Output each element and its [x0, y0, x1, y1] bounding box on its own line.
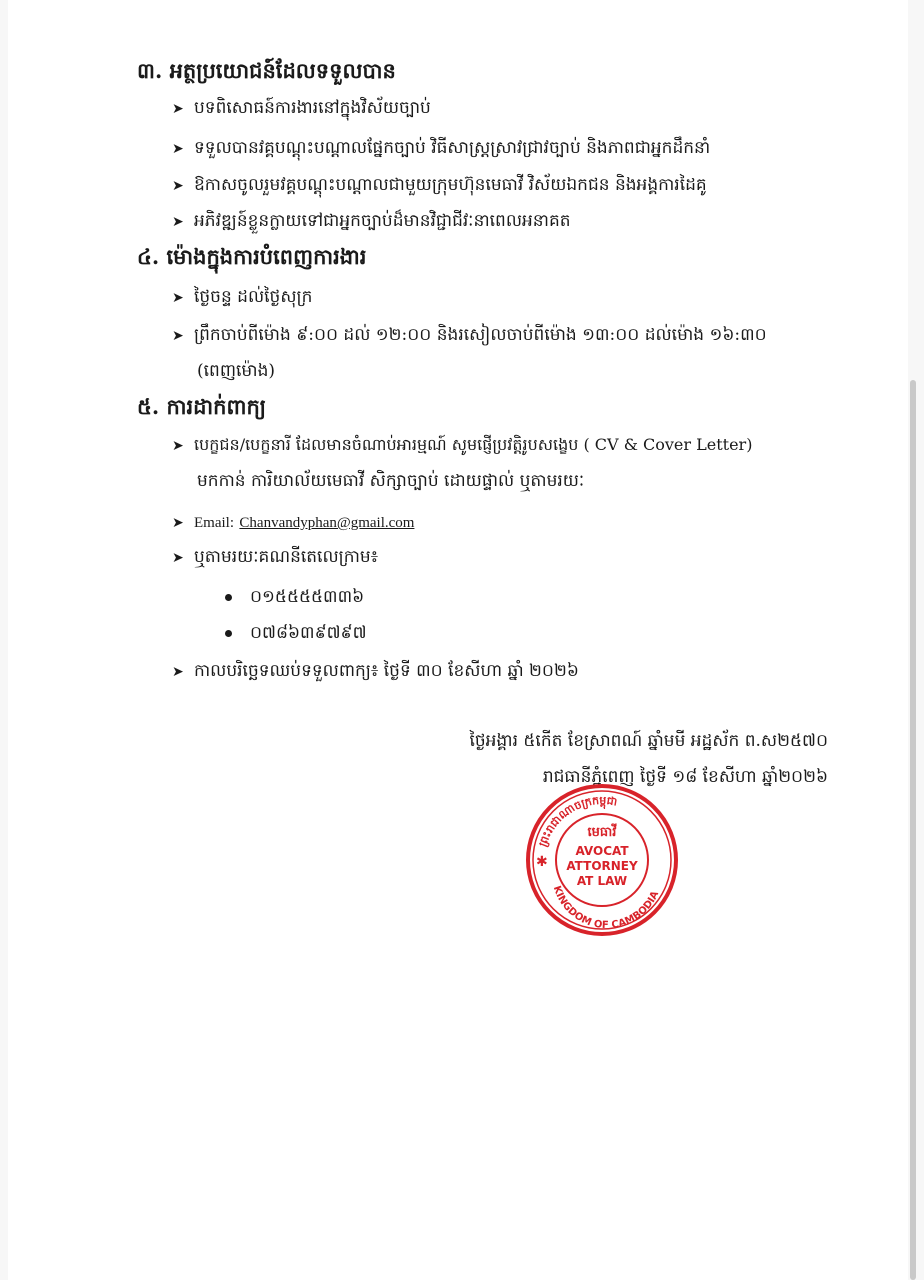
seal-line-3: AT LAW — [576, 874, 628, 888]
phone-number: ០៧៨៦៣៩៧៩៧ — [250, 623, 367, 643]
arrow-bullet-icon: ➤ — [172, 141, 184, 157]
section-4-heading: ៤. ម៉ោងក្នុងការបំពេញការងារ — [137, 244, 367, 269]
list-item: ➤ ថ្ងៃចន្ទ ដល់ថ្ងៃសុក្រ — [172, 282, 312, 313]
city-date: រាជធានីភ្នំពេញ ថ្ងៃទី ១៨ ខែសីហា ឆ្នាំ២០២៦ — [542, 767, 828, 787]
phone-number: ០១៥៥៥៥៣៣៦ — [250, 587, 365, 607]
list-item: ➤ បទពិសោធន៍ការងារនៅក្នុងវិស័យច្បាប់ — [172, 93, 431, 124]
arrow-bullet-icon: ➤ — [172, 515, 184, 531]
bullet-dot — [225, 630, 232, 637]
section-5-heading: ៥. ការដាក់ពាក្យ — [137, 394, 267, 419]
list-item: ➤ ទទួលបានវគ្គបណ្តុះបណ្តាលផ្នែកច្បាប់ វិធីសាស្ត្រស្រាវជ្រាវច្បាប់ និងភាពជាអ្នកដឹកនាំ — [172, 133, 710, 164]
arrow-bullet-icon: ➤ — [172, 438, 184, 454]
bullet-dot — [225, 594, 232, 601]
scrollbar[interactable] — [910, 380, 916, 1280]
seal-line-1: AVOCAT — [575, 844, 629, 858]
lunar-date: ថ្ងៃអង្គារ ៥កើត ខែស្រាពណ៍ ឆ្នាំមមី អដ្ឋស័ក ព.ស២៥៧០ — [469, 731, 828, 751]
arrow-bullet-icon: ➤ — [172, 290, 184, 306]
list-item: ➤ អភិវឌ្ឍន៍ខ្លួនក្លាយទៅជាអ្នកច្បាប់ដ៏មានវិជ្ជាជីវៈនាពេលអនាគត — [172, 206, 571, 237]
list-item: ➤ បេក្ខជន/បេក្ខនារី ដែលមានចំណាប់អារម្មណ៍ សូមផ្ញើប្រវត្តិរូបសង្ខេប ( CV & Cover Letter) — [172, 430, 752, 461]
arrow-bullet-icon: ➤ — [172, 664, 184, 680]
arrow-bullet-icon: ➤ — [172, 328, 184, 344]
seal-bottom-text: KINGDOM OF CAMBODIA — [550, 884, 662, 932]
arrow-bullet-icon: ➤ — [172, 178, 184, 194]
phone-item — [225, 622, 367, 647]
arrow-bullet-icon: ➤ — [172, 550, 184, 566]
list-item: ➤ ឬតាមរយៈគណនីតេលេក្រាម៖ — [172, 542, 378, 573]
email-item — [172, 507, 414, 538]
list-item-continued: មកកាន់ ការិយាល័យមេធាវី សិក្សាច្បាប់ ដោយផ្ទាល់ ឬតាមរយៈ — [197, 471, 585, 491]
list-item: ➤ ឱកាសចូលរួមវគ្គបណ្តុះបណ្តាលជាមួយក្រុមហ៊ុនមេធាវី វិស័យឯកជន និងអង្គការដៃគូ — [172, 170, 707, 201]
seal-line-2: ATTORNEY — [566, 859, 638, 873]
arrow-bullet-icon: ➤ — [172, 101, 184, 117]
section-3-heading: ៣. អត្ថប្រយោជន៍ដែលទទួលបាន — [137, 58, 396, 83]
list-item: ➤ ព្រឹកចាប់ពីម៉ោង ៩:០០ ដល់ ១២:០០ និងរសៀលចាប់ពីម៉ោង ១៣:០០ ដល់ម៉ោង ១៦:៣០ — [172, 320, 767, 351]
official-seal-stamp — [522, 780, 682, 940]
list-item: ➤ កាលបរិច្ឆេទឈប់ទទួលពាក្យ៖ ថ្ងៃទី ៣០ ខែសីហា ឆ្នាំ ២០២៦ — [172, 656, 579, 687]
seal-star-icon: ✱ — [536, 854, 548, 870]
seal-center-khmer: មេធាវី — [587, 825, 617, 840]
arrow-bullet-icon: ➤ — [172, 214, 184, 230]
list-item-continued: (ពេញម៉ោង) — [197, 361, 276, 381]
email-label: Email: — [194, 515, 234, 531]
phone-item — [225, 586, 364, 611]
email-link[interactable]: Chanvandyphan@gmail.com — [239, 515, 415, 531]
seal-top-text: ព្រះរាជាណាចក្រកម្ពុជា — [536, 793, 619, 849]
